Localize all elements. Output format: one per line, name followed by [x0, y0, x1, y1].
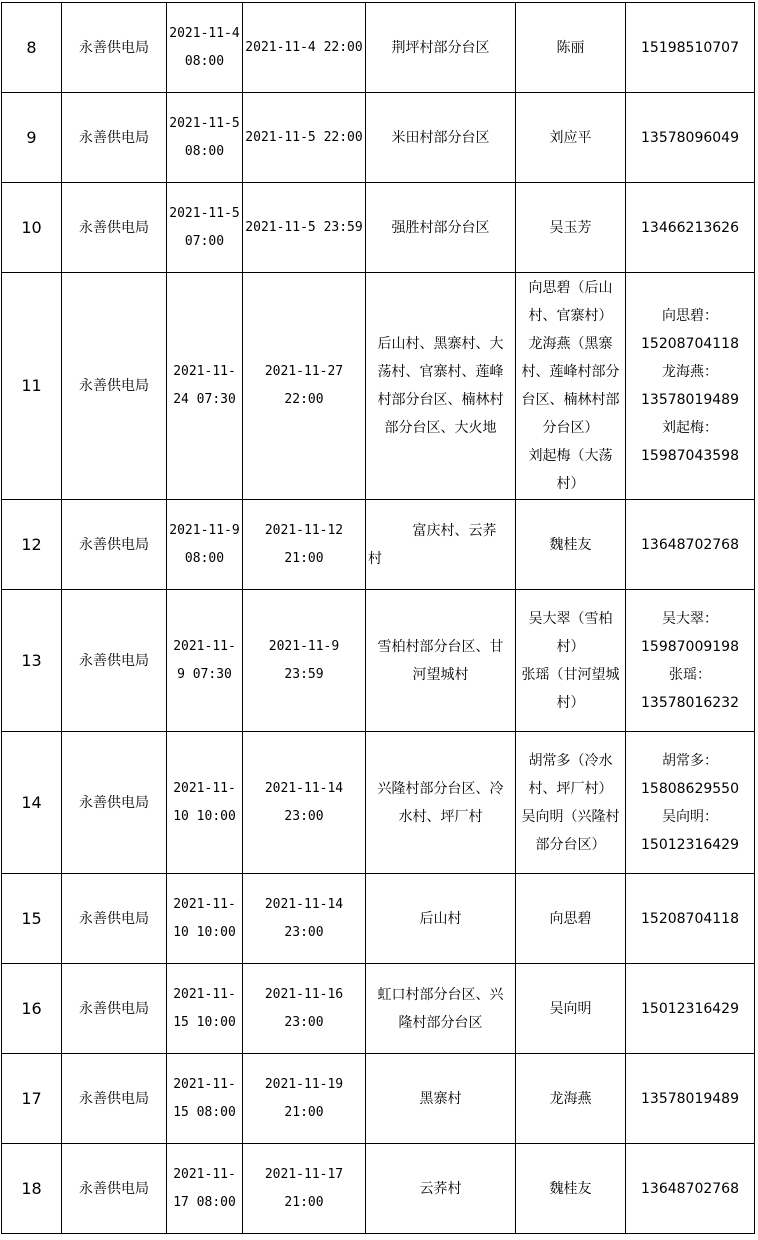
cell-start: [167, 964, 243, 1054]
cell-index: 17: [2, 1054, 62, 1144]
cell-area-line: 荡村、官寨村、莲峰: [377, 364, 504, 380]
cell-unit: 永善供电局: [62, 1144, 167, 1234]
cell-phone: [626, 732, 755, 874]
cell-contact: [516, 1144, 626, 1234]
cell-contact: [516, 273, 626, 500]
cell-phone-line: 13578096049: [641, 129, 739, 146]
cell-index: 13: [2, 590, 62, 732]
cell-contact: [516, 590, 626, 732]
cell-end-line: 23:00: [284, 924, 324, 940]
cell-area-line: 后山村、黑寨村、大: [377, 336, 504, 352]
table-row: [2, 874, 755, 964]
cell-unit: 永善供电局: [62, 1054, 167, 1144]
cell-phone-line: 15198510707: [641, 39, 739, 56]
cell-area-line: 河望城村: [412, 666, 469, 683]
cell-contact: [516, 732, 626, 874]
table-row: [2, 183, 755, 273]
cell-area-line: 云荞村: [419, 1180, 462, 1197]
cell-phone-line: 张瑶：: [669, 666, 711, 683]
table-row: [2, 93, 755, 183]
cell-phone: [626, 964, 755, 1054]
cell-end-line: 21:00: [284, 550, 324, 566]
cell-contact-line: 台区、楠林村部: [521, 392, 620, 408]
cell-end-line: 2021-11-14: [264, 896, 344, 912]
cell-start-line: 10 10:00: [173, 808, 236, 824]
cell-phone: [626, 3, 755, 93]
cell-start-line: 2021-11-4: [169, 25, 240, 41]
cell-start: [167, 183, 243, 273]
cell-area: [366, 1054, 516, 1144]
cell-start-line: 2021-11-: [173, 364, 236, 379]
cell-phone: [626, 93, 755, 183]
cell-contact-line: 部分台区）: [535, 836, 606, 853]
cell-contact-line: 胡常多（冷水: [528, 752, 613, 769]
cell-contact-line: 村、官寨村）: [528, 308, 613, 324]
cell-area-line: 强胜村部分台区: [391, 219, 490, 236]
cell-contact-line: 吴玉芳: [549, 219, 592, 236]
cell-start: [167, 874, 243, 964]
cell-phone-line: 15208704118: [641, 910, 739, 927]
cell-area: [366, 1144, 516, 1234]
cell-unit: 永善供电局: [62, 874, 167, 964]
cell-area-line: 雪柏村部分台区、甘: [377, 638, 504, 655]
cell-end-line: 2021-11-12: [264, 522, 344, 538]
cell-contact: [516, 3, 626, 93]
table-row: [2, 3, 755, 93]
cell-end: [243, 1054, 366, 1144]
cell-end: [243, 590, 366, 732]
cell-end-line: 2021-11-16: [264, 986, 344, 1002]
cell-phone: [626, 273, 755, 500]
cell-phone: [626, 590, 755, 732]
table-row: [2, 964, 755, 1054]
cell-contact-line: 魏桂友: [549, 536, 592, 553]
cell-phone: [626, 500, 755, 590]
cell-area-line: 水村、坪厂村: [398, 808, 483, 825]
cell-unit: 永善供电局: [62, 273, 167, 500]
cell-area-line: 村部分台区、楠林村: [377, 392, 504, 408]
cell-phone-line: 吴向明：: [662, 808, 718, 825]
cell-index: 11: [2, 273, 62, 500]
cell-start-line: 2021-11-: [173, 638, 236, 654]
cell-area-line: 村: [368, 550, 382, 567]
cell-end-line: 23:00: [284, 808, 324, 824]
cell-contact-line: 向思碧（后山: [528, 280, 613, 296]
cell-end: [243, 273, 366, 500]
cell-phone-line: 13648702768: [641, 1180, 739, 1197]
cell-end: [243, 1144, 366, 1234]
cell-area: [366, 93, 516, 183]
cell-unit: 永善供电局: [62, 590, 167, 732]
cell-area: [366, 874, 516, 964]
cell-contact-line: 刘应平: [549, 129, 592, 146]
cell-area-line: 黑寨村: [419, 1090, 462, 1107]
cell-start-line: 07:00: [184, 233, 225, 249]
cell-index: 18: [2, 1144, 62, 1234]
cell-contact: [516, 964, 626, 1054]
cell-area: [366, 732, 516, 874]
cell-contact-line: 向思碧: [549, 910, 592, 927]
cell-contact-line: 吴向明: [549, 1000, 592, 1017]
cell-start-line: 2021-11-: [173, 1076, 236, 1092]
cell-start-line: 08:00: [184, 550, 225, 566]
cell-end-line: 2021-11-19: [264, 1076, 344, 1092]
cell-end: [243, 93, 366, 183]
cell-phone-line: 13578016232: [641, 694, 739, 711]
cell-area: [366, 273, 516, 500]
cell-start-line: 2021-11-: [173, 1166, 236, 1182]
cell-start-line: 2021-11-: [173, 780, 236, 796]
cell-contact-line: 吴大翠（雪柏: [528, 610, 613, 627]
table-row: [2, 273, 755, 500]
cell-area-line: 米田村部分台区: [391, 129, 490, 146]
cell-contact-line: 张瑶（甘河望城: [521, 666, 620, 683]
cell-start-line: 17 08:00: [173, 1194, 236, 1210]
cell-end-line: 22:00: [284, 392, 324, 407]
cell-end-line: 2021-11-9: [268, 638, 340, 654]
cell-start-line: 2021-11-: [173, 896, 236, 912]
cell-area: [366, 964, 516, 1054]
cell-contact: [516, 874, 626, 964]
cell-end-line: 2021-11-5 22:00: [245, 129, 363, 145]
cell-start-line: 15 08:00: [173, 1104, 236, 1120]
cell-area-line: 荆坪村部分台区: [391, 39, 490, 56]
cell-phone-line: 13578019489: [641, 392, 739, 408]
cell-phone-line: 15987009198: [641, 638, 739, 655]
cell-start: [167, 590, 243, 732]
cell-start: [167, 1054, 243, 1144]
cell-contact: [516, 500, 626, 590]
cell-area-line: 富庆村、云荞: [412, 522, 497, 539]
cell-end-line: 21:00: [284, 1104, 324, 1120]
cell-contact: [516, 1054, 626, 1144]
cell-start-line: 08:00: [184, 143, 225, 159]
cell-contact-line: 村）: [556, 476, 585, 492]
cell-phone-line: 刘起梅：: [662, 420, 718, 436]
cell-phone-line: 13466213626: [641, 219, 739, 236]
cell-end-line: 2021-11-17: [264, 1166, 344, 1182]
table-row: [2, 1054, 755, 1144]
cell-phone-line: 15208704118: [641, 336, 739, 352]
cell-start-line: 2021-11-5: [169, 205, 240, 221]
cell-area-line: 后山村: [419, 910, 462, 927]
cell-start-line: 08:00: [184, 53, 225, 69]
cell-area: [366, 500, 516, 590]
cell-area: [366, 183, 516, 273]
cell-phone-line: 胡常多：: [662, 752, 718, 769]
table-body: [2, 3, 755, 1234]
cell-area-line: 隆村部分台区: [398, 1014, 483, 1031]
cell-phone: [626, 1144, 755, 1234]
cell-phone-line: 15012316429: [641, 836, 739, 853]
cell-contact-line: 龙海燕: [549, 1090, 592, 1107]
outage-schedule-table: [1, 2, 755, 1234]
cell-end-line: 2021-11-14: [264, 780, 344, 796]
cell-area-line: 部分台区、大火地: [384, 420, 497, 436]
cell-start-line: 2021-11-5: [169, 115, 240, 131]
cell-start-line: 24 07:30: [173, 392, 236, 407]
cell-index: 14: [2, 732, 62, 874]
cell-unit: 永善供电局: [62, 964, 167, 1054]
cell-phone-line: 15987043598: [641, 448, 739, 464]
cell-phone-line: 向思碧：: [662, 308, 718, 324]
cell-start-line: 10 10:00: [173, 924, 236, 940]
table-row: [2, 590, 755, 732]
cell-phone: [626, 183, 755, 273]
cell-phone: [626, 874, 755, 964]
cell-phone-line: 吴大翠：: [662, 610, 718, 627]
cell-index: 10: [2, 183, 62, 273]
cell-start: [167, 93, 243, 183]
cell-unit: 永善供电局: [62, 500, 167, 590]
cell-index: 12: [2, 500, 62, 590]
cell-contact-line: 分台区）: [542, 420, 599, 436]
cell-contact-line: 刘起梅（大荡: [528, 448, 613, 464]
cell-contact-line: 魏桂友: [549, 1180, 592, 1197]
cell-end-line: 23:59: [284, 666, 324, 682]
cell-area-line: 虹口村部分台区、兴: [377, 986, 504, 1003]
cell-start: [167, 273, 243, 500]
cell-start: [167, 1144, 243, 1234]
cell-end: [243, 183, 366, 273]
cell-contact-line: 村）: [556, 638, 585, 655]
cell-start-line: 9 07:30: [177, 666, 232, 682]
cell-end: [243, 874, 366, 964]
cell-phone: [626, 1054, 755, 1144]
table-row: [2, 1144, 755, 1234]
cell-end-line: 21:00: [284, 1194, 324, 1210]
cell-start-line: 2021-11-9: [169, 522, 240, 538]
cell-start-line: 2021-11-: [173, 986, 236, 1002]
cell-unit: 永善供电局: [62, 93, 167, 183]
cell-contact-line: 村、坪厂村）: [528, 780, 613, 797]
cell-end-line: 2021-11-5 23:59: [245, 219, 363, 235]
cell-unit: 永善供电局: [62, 183, 167, 273]
cell-contact-line: 吴向明（兴隆村: [521, 808, 620, 825]
cell-contact-line: 陈丽: [556, 39, 585, 56]
cell-contact: [516, 183, 626, 273]
cell-start: [167, 500, 243, 590]
cell-end-line: 2021-11-27: [264, 364, 344, 379]
cell-contact-line: 村）: [556, 694, 585, 711]
cell-index: 15: [2, 874, 62, 964]
cell-area: [366, 590, 516, 732]
cell-end: [243, 500, 366, 590]
cell-index: 9: [2, 93, 62, 183]
cell-end: [243, 964, 366, 1054]
cell-index: 16: [2, 964, 62, 1054]
cell-index: 8: [2, 3, 62, 93]
cell-contact: [516, 93, 626, 183]
cell-end-line: 2021-11-4 22:00: [245, 39, 363, 55]
cell-contact-line: 村、莲峰村部分: [521, 364, 620, 380]
table-row: [2, 500, 755, 590]
cell-contact-line: 龙海燕（黑寨: [528, 336, 613, 352]
cell-end: [243, 732, 366, 874]
cell-phone-line: 15012316429: [641, 1000, 739, 1017]
cell-unit: 永善供电局: [62, 3, 167, 93]
cell-start-line: 15 10:00: [173, 1014, 236, 1030]
cell-unit: 永善供电局: [62, 732, 167, 874]
cell-phone-line: 龙海燕：: [662, 364, 718, 380]
cell-end: [243, 3, 366, 93]
cell-start: [167, 732, 243, 874]
cell-phone-line: 13578019489: [641, 1090, 739, 1107]
cell-phone-line: 13648702768: [641, 536, 739, 553]
cell-area: [366, 3, 516, 93]
table-row: [2, 732, 755, 874]
cell-start: [167, 3, 243, 93]
cell-area-line: 兴隆村部分台区、冷: [377, 780, 504, 797]
cell-end-line: 23:00: [284, 1014, 324, 1030]
cell-phone-line: 15808629550: [641, 780, 739, 797]
